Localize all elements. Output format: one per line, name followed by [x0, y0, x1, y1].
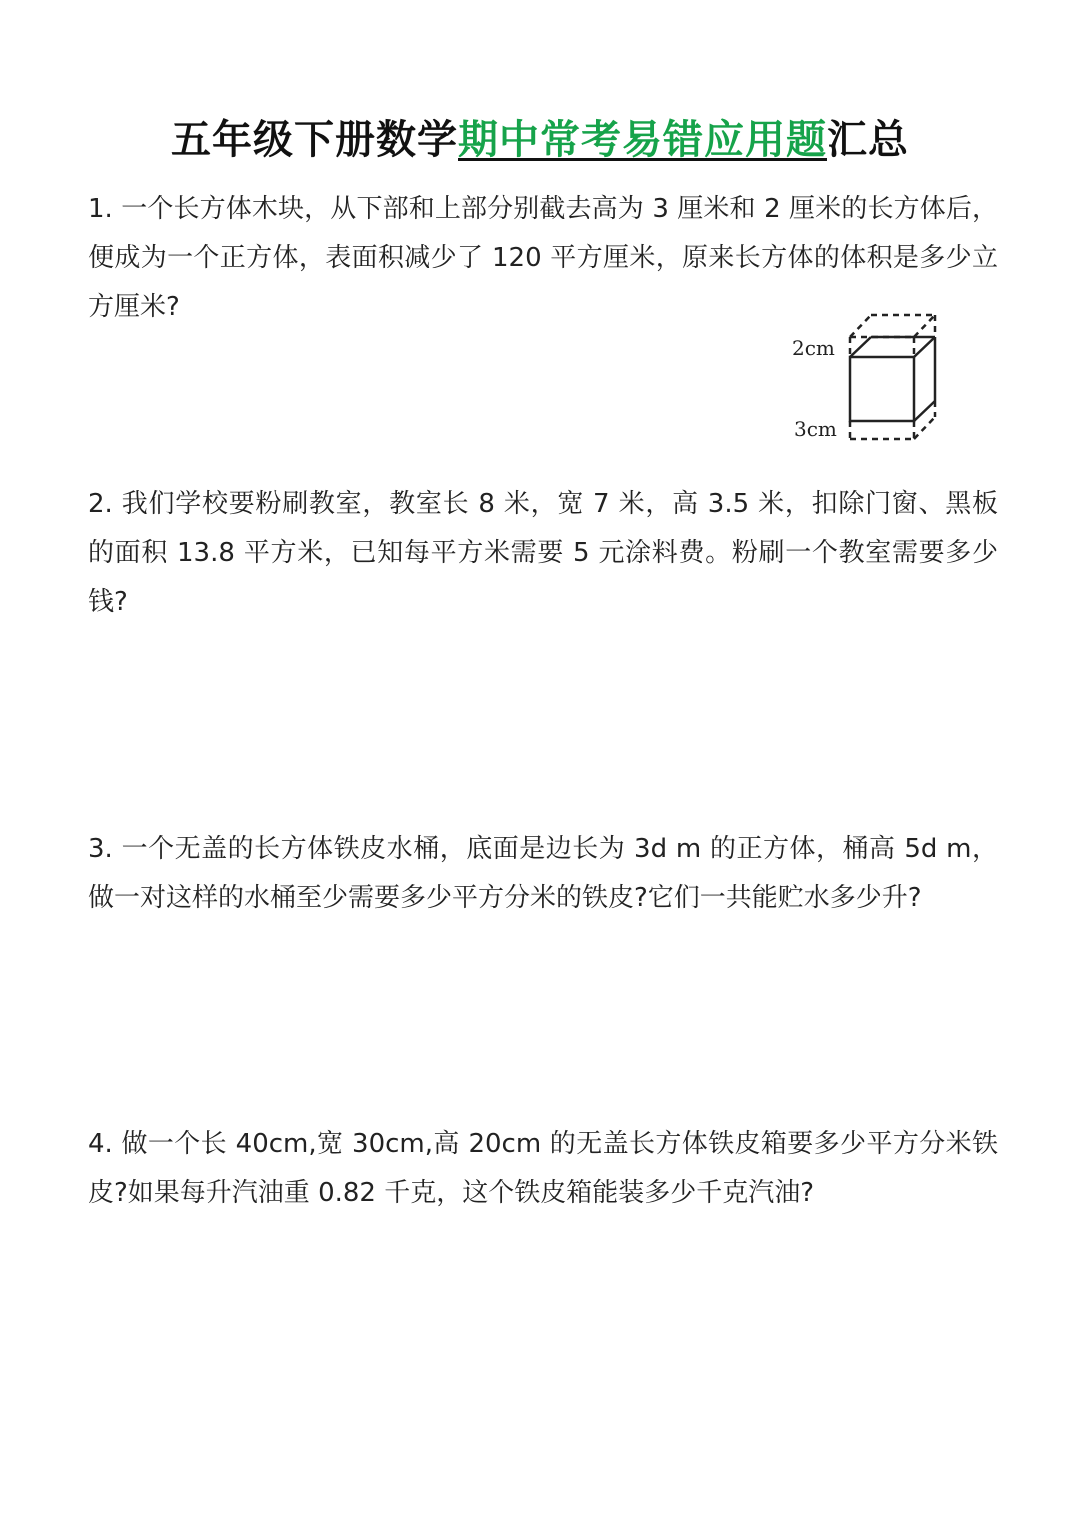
cuboid-figure: [780, 305, 950, 450]
cube-top-right-edge: [914, 337, 935, 357]
figure-top-label: 2cm: [792, 336, 835, 360]
question-2: 2. 我们学校要粉刷教室，教室长 8 米，宽 7 米，高 3.5 米，扣除门窗、黑板的面积 13.8 平方米，已知每平方米需要 5 元涂料费。粉刷一个教室需要多少钱?: [88, 489, 998, 617]
cube-bottom-right-edge: [914, 401, 935, 421]
cube-front-face: [850, 357, 914, 421]
cuboid-diagram: [780, 305, 950, 450]
title-highlight: 期中常考易错应用题: [458, 117, 827, 163]
question-3: 3. 一个无盖的长方体铁皮水桶，底面是边长为 3d m 的正方体，桶高 5d m，做一对这样的水桶至少需要多少平方分米的铁皮?它们一共能贮水多少升?: [88, 834, 998, 913]
top-dashed-diagonal-right: [914, 315, 935, 337]
figure-bottom-label: 3cm: [794, 417, 837, 441]
question-4: 4. 做一个长 40cm,宽 30cm,高 20cm 的无盖长方体铁皮箱要多少平方分米铁皮?如果每升汽油重 0.82 千克，这个铁皮箱能装多少千克汽油?: [88, 1129, 998, 1208]
question-1: 1. 一个长方体木块，从下部和上部分别截去高为 3 厘米和 2 厘米的长方体后，便成为一个正方体，表面积减少了 120 平方厘米，原来长方体的体积是多少立方厘米?: [88, 194, 998, 322]
top-dashed-diagonal-left: [850, 315, 871, 337]
bottom-dashed-diagonal: [914, 417, 935, 439]
title-prefix: 五年级下册数学: [171, 117, 458, 163]
cube-top-left-edge: [850, 337, 871, 357]
page-title: [0, 108, 1080, 165]
title-suffix: 汇总: [827, 117, 909, 163]
